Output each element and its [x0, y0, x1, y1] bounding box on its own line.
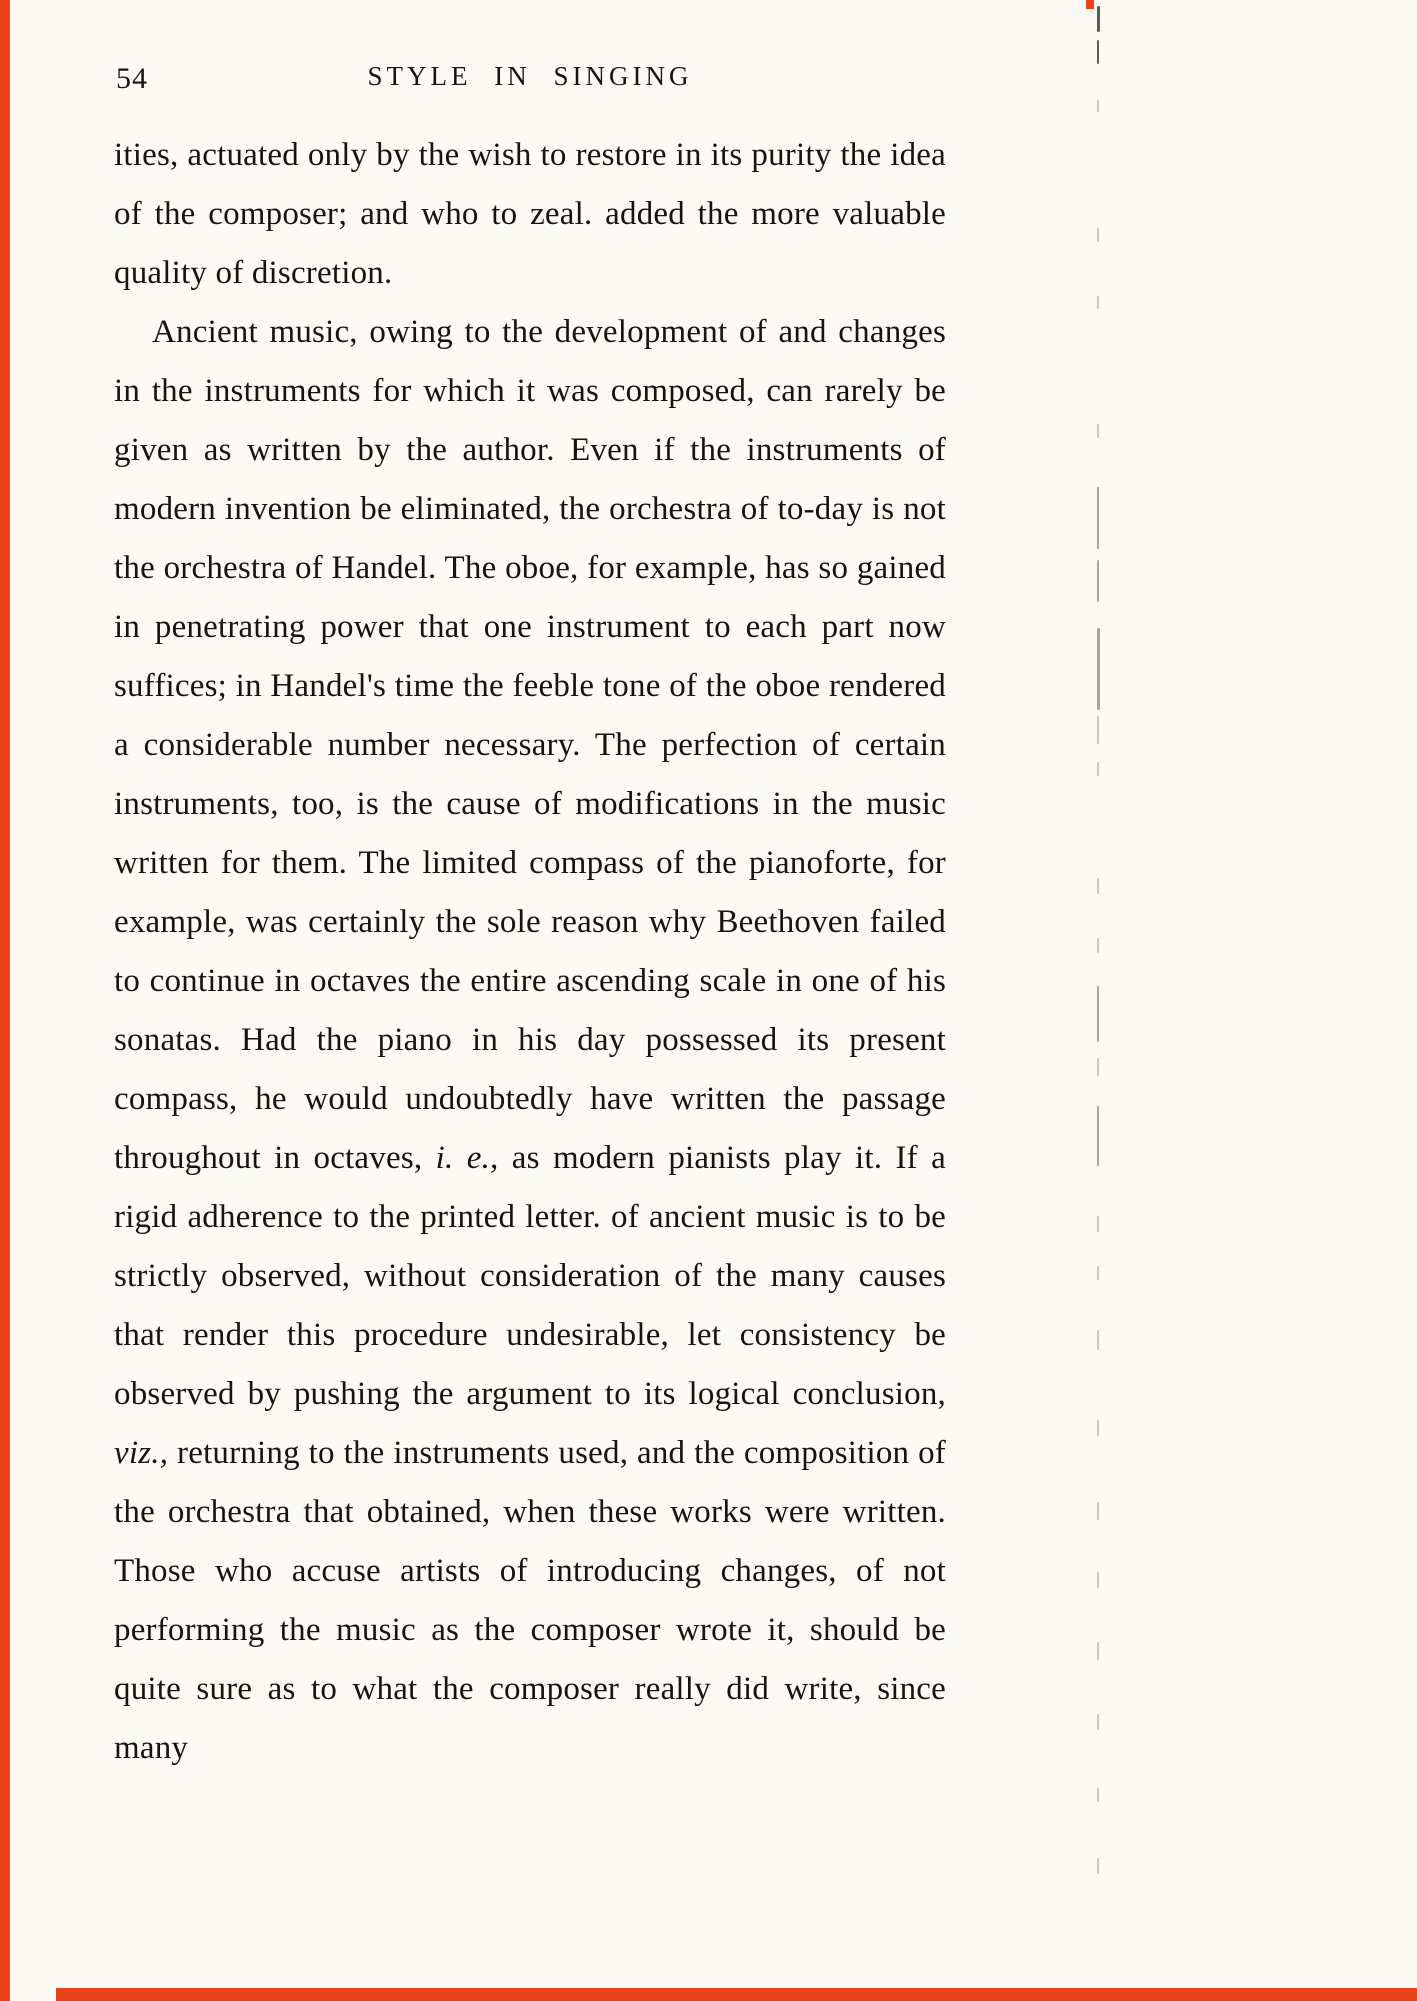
- scan-artifact-mark: [1097, 1330, 1099, 1350]
- scan-artifact-mark: [1097, 100, 1099, 112]
- scan-artifact-mark: [1097, 1106, 1099, 1166]
- scan-artifact-mark: [1097, 1216, 1099, 1232]
- scan-artifact-mark: [1097, 762, 1099, 776]
- scan-edge-corner: [1086, 0, 1094, 9]
- paragraph: [114, 126, 946, 303]
- scan-edge-bottom: [56, 1988, 1417, 2001]
- page-header: [114, 60, 946, 100]
- scan-artifact-mark: [1097, 1788, 1099, 1802]
- page-body: [114, 126, 946, 1778]
- scan-artifact-mark: [1097, 1572, 1099, 1588]
- scan-artifact-mark: [1097, 716, 1099, 744]
- scan-artifact-mark: [1097, 560, 1099, 602]
- scan-artifact-mark: [1097, 424, 1099, 438]
- scan-artifact-mark: [1097, 40, 1099, 64]
- scan-artifact-mark: [1097, 1266, 1099, 1280]
- scan-artifact-mark: [1097, 628, 1100, 710]
- scan-artifact-mark: [1097, 938, 1099, 953]
- scan-artifact-mark: [1097, 1502, 1099, 1520]
- text-run: Ancient music, owing to the development of and changes in the instruments for which it was composed, can rarely be given as written by the author. Even if the instruments of modern invention be eliminated, the orchestra of to-day is not the orchestra of Handel. The oboe, for example, has so gained in penetrating power that one instrument to each part now suffices; in Handel's time the feeble tone of the oboe rendered a considerable number necessary. The perfection of certain instruments, too, is the cause of modifications in the music written for them. The limited compass of the pianoforte, for example, was certainly the sole reason why Beethoven failed to continue in octaves the entire ascending scale in one of his sonatas. Had the piano in his day possessed its present compass, he would undoubtedly have written the passage throughout in octaves,: [114, 314, 946, 1176]
- scan-artifact-mark: [1097, 6, 1100, 32]
- scan-artifact-mark: [1097, 1058, 1099, 1076]
- scan-artifact-mark: [1097, 228, 1099, 242]
- text-run: ities, actuated only by the wish to restore in its purity the idea of the composer; and who to zeal. added the more valuable quality of discretion.: [114, 137, 946, 291]
- scan-artifact-mark: [1097, 1420, 1099, 1436]
- italic-text-run: i. e.,: [435, 1140, 499, 1176]
- italic-text-run: viz.,: [114, 1435, 169, 1471]
- scan-artifact-mark: [1097, 1858, 1099, 1874]
- running-title: STYLE IN SINGING: [367, 61, 693, 91]
- scan-artifact-mark: [1097, 1642, 1099, 1660]
- text-run: returning to the instruments used, and the composition of the orchestra that obtained, when these works were written. Those who accuse artists of introducing changes, of not performing the music as the composer wrote it, should be quite sure as to what the composer really did write, since many: [114, 1435, 946, 1766]
- scan-artifact-mark: [1097, 487, 1099, 549]
- page-number: 54: [116, 62, 148, 95]
- paragraph: [114, 303, 946, 1778]
- scan-artifact-mark: [1097, 1714, 1099, 1730]
- scan-edge-left: [0, 0, 10, 2001]
- scan-artifact-mark: [1097, 986, 1099, 1042]
- scan-artifact-mark: [1097, 878, 1099, 894]
- text-run: as modern pianists play it. If a rigid adherence to the printed letter. of ancient music is to be strictly observed, without consideration of the many causes that render this procedure undesirable, let consistency be observed by pushing the argument to its logical conclusion,: [114, 1140, 947, 1412]
- scan-artifact-mark: [1097, 296, 1099, 309]
